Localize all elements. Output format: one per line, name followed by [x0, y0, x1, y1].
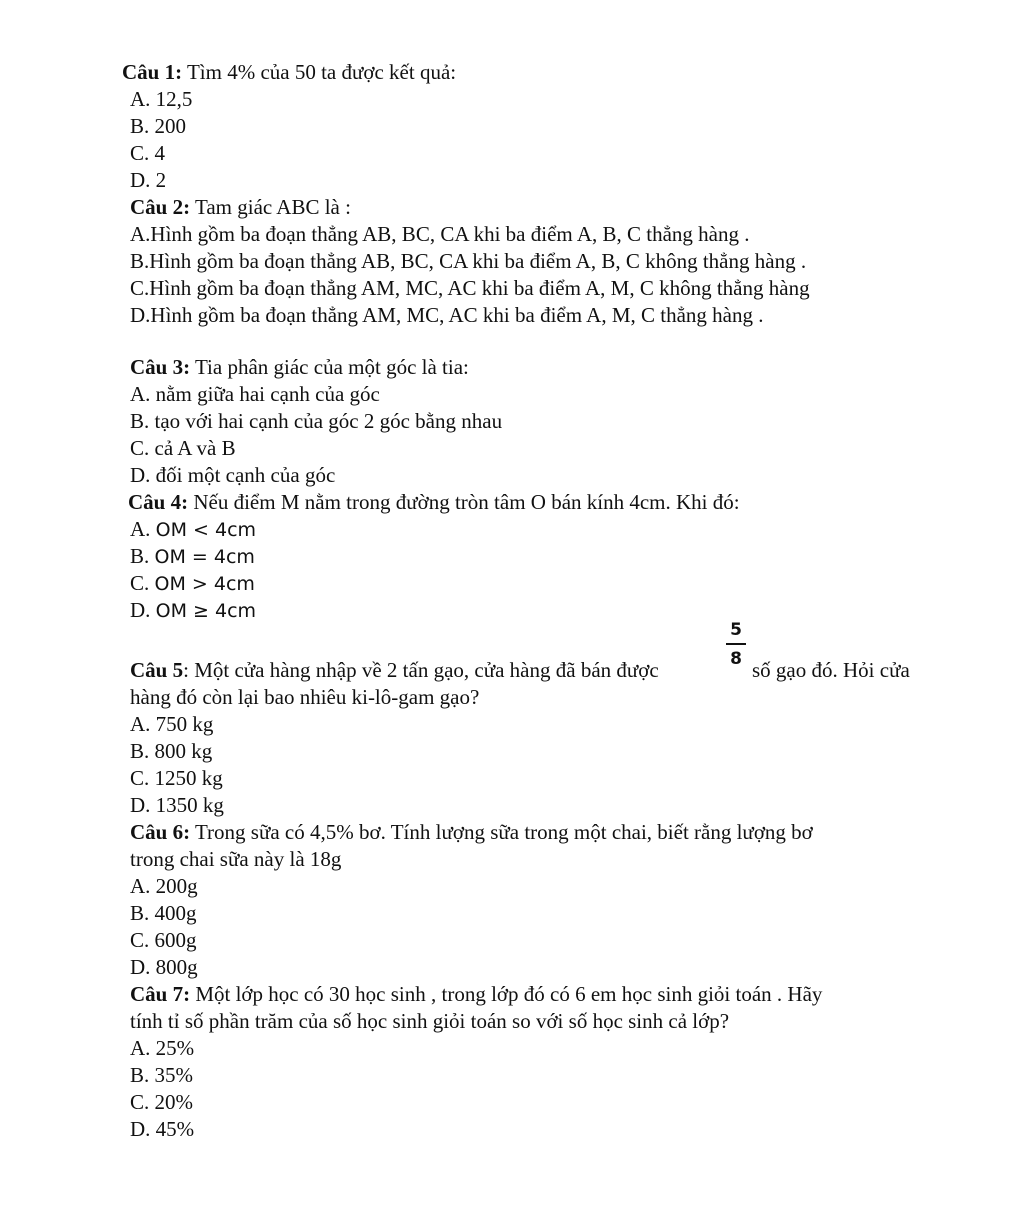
- question-3-text: Tia phân giác của một góc là tia:: [190, 355, 469, 379]
- fraction-five-eighths: [724, 620, 748, 669]
- option-prefix: D.: [130, 598, 156, 622]
- question-4-stem: [128, 489, 740, 515]
- question-5-stem-after: số gạo đó. Hỏi cửa: [752, 658, 910, 682]
- question-1-option-a: A. 12,5: [130, 87, 193, 111]
- option-math: OM > 4cm: [154, 573, 255, 595]
- question-2-text: Tam giác ABC là :: [190, 195, 351, 219]
- question-7-text: Một lớp học có 30 học sinh , trong lớp đó có 6 em học sinh giỏi toán . Hãy: [190, 982, 823, 1006]
- question-3-stem: [130, 354, 469, 380]
- option-math: OM = 4cm: [154, 546, 255, 568]
- question-5-text-before: : Một cửa hàng nhập về 2 tấn gạo, cửa hàng đã bán được: [183, 658, 659, 682]
- question-7-option-d: D. 45%: [130, 1117, 195, 1141]
- question-2-option-a: A.Hình gồm ba đoạn thẳng AB, BC, CA khi ba điểm A, B, C thẳng hàng .: [130, 222, 750, 246]
- question-2-label: Câu 2:: [130, 195, 191, 219]
- option-prefix: B.: [130, 544, 155, 568]
- question-6-option-a: A. 200g: [130, 874, 198, 898]
- question-4-option-a: [130, 516, 256, 542]
- question-6-text: Trong sữa có 4,5% bơ. Tính lượng sữa trong một chai, biết rằng lượng bơ: [190, 820, 813, 844]
- question-6-option-b: B. 400g: [130, 901, 197, 925]
- question-5-option-c: C. 1250 kg: [130, 766, 223, 790]
- question-6-option-c: C. 600g: [130, 928, 197, 952]
- question-7-option-a: A. 25%: [130, 1036, 195, 1060]
- question-4-option-b: [130, 543, 255, 569]
- option-math: OM < 4cm: [155, 519, 257, 541]
- question-3-label: Câu 3:: [130, 355, 191, 379]
- question-7-stem: [130, 981, 822, 1007]
- question-5-option-d: D. 1350 kg: [130, 793, 224, 817]
- question-1-option-d: D. 2: [130, 168, 167, 192]
- question-5-stem-line2: hàng đó còn lại bao nhiêu ki-lô-gam gạo?: [130, 685, 480, 709]
- question-2-option-d: D.Hình gồm ba đoạn thẳng AM, MC, AC khi ba điểm A, M, C thẳng hàng .: [130, 303, 764, 327]
- option-prefix: A.: [130, 517, 156, 541]
- question-3-option-b: B. tạo với hai cạnh của góc 2 góc bằng nhau: [130, 409, 503, 433]
- question-7-stem-line2: tính tỉ số phần trăm của số học sinh giỏi toán so với số học sinh cả lớp?: [130, 1009, 730, 1033]
- question-5-option-b: B. 800 kg: [130, 739, 213, 763]
- question-7-option-b: B. 35%: [130, 1063, 193, 1087]
- question-2-stem: [130, 194, 351, 220]
- question-3-option-d: D. đối một cạnh của góc: [130, 463, 336, 487]
- question-2-option-c: C.Hình gồm ba đoạn thẳng AM, MC, AC khi ba điểm A, M, C không thẳng hàng: [130, 276, 810, 300]
- option-math: OM ≥ 4cm: [155, 600, 257, 622]
- question-1-stem: [122, 59, 456, 85]
- question-6-option-d: D. 800g: [130, 955, 198, 979]
- question-7-label: Câu 7:: [130, 982, 191, 1006]
- question-1-text: Tìm 4% của 50 ta được kết quả:: [182, 60, 457, 84]
- question-4-text: Nếu điểm M nằm trong đường tròn tâm O bán kính 4cm. Khi đó:: [188, 490, 740, 514]
- question-5-stem-before: [130, 657, 659, 683]
- question-3-option-c: C. cả A và B: [130, 436, 236, 460]
- question-7-option-c: C. 20%: [130, 1090, 193, 1114]
- question-2-option-b: B.Hình gồm ba đoạn thẳng AB, BC, CA khi ba điểm A, B, C không thẳng hàng .: [130, 249, 807, 273]
- question-3-option-a: A. nằm giữa hai cạnh của góc: [130, 382, 380, 406]
- question-4-option-c: [130, 570, 255, 596]
- option-prefix: C.: [130, 571, 155, 595]
- question-4-option-d: [130, 597, 256, 623]
- question-6-stem: [130, 819, 813, 845]
- question-5-option-a: A. 750 kg: [130, 712, 214, 736]
- question-1-option-c: C. 4: [130, 141, 166, 165]
- question-6-stem-line2: trong chai sữa này là 18g: [130, 847, 342, 871]
- question-1-option-b: B. 200: [130, 114, 187, 138]
- fraction-denominator: 8: [730, 649, 742, 669]
- question-5-label: Câu 5: [130, 658, 184, 682]
- fraction-numerator: 5: [730, 620, 742, 640]
- question-4-label: Câu 4:: [128, 490, 189, 514]
- question-6-label: Câu 6:: [130, 820, 191, 844]
- question-1-label: Câu 1:: [122, 60, 183, 84]
- fraction-bar: [726, 643, 746, 645]
